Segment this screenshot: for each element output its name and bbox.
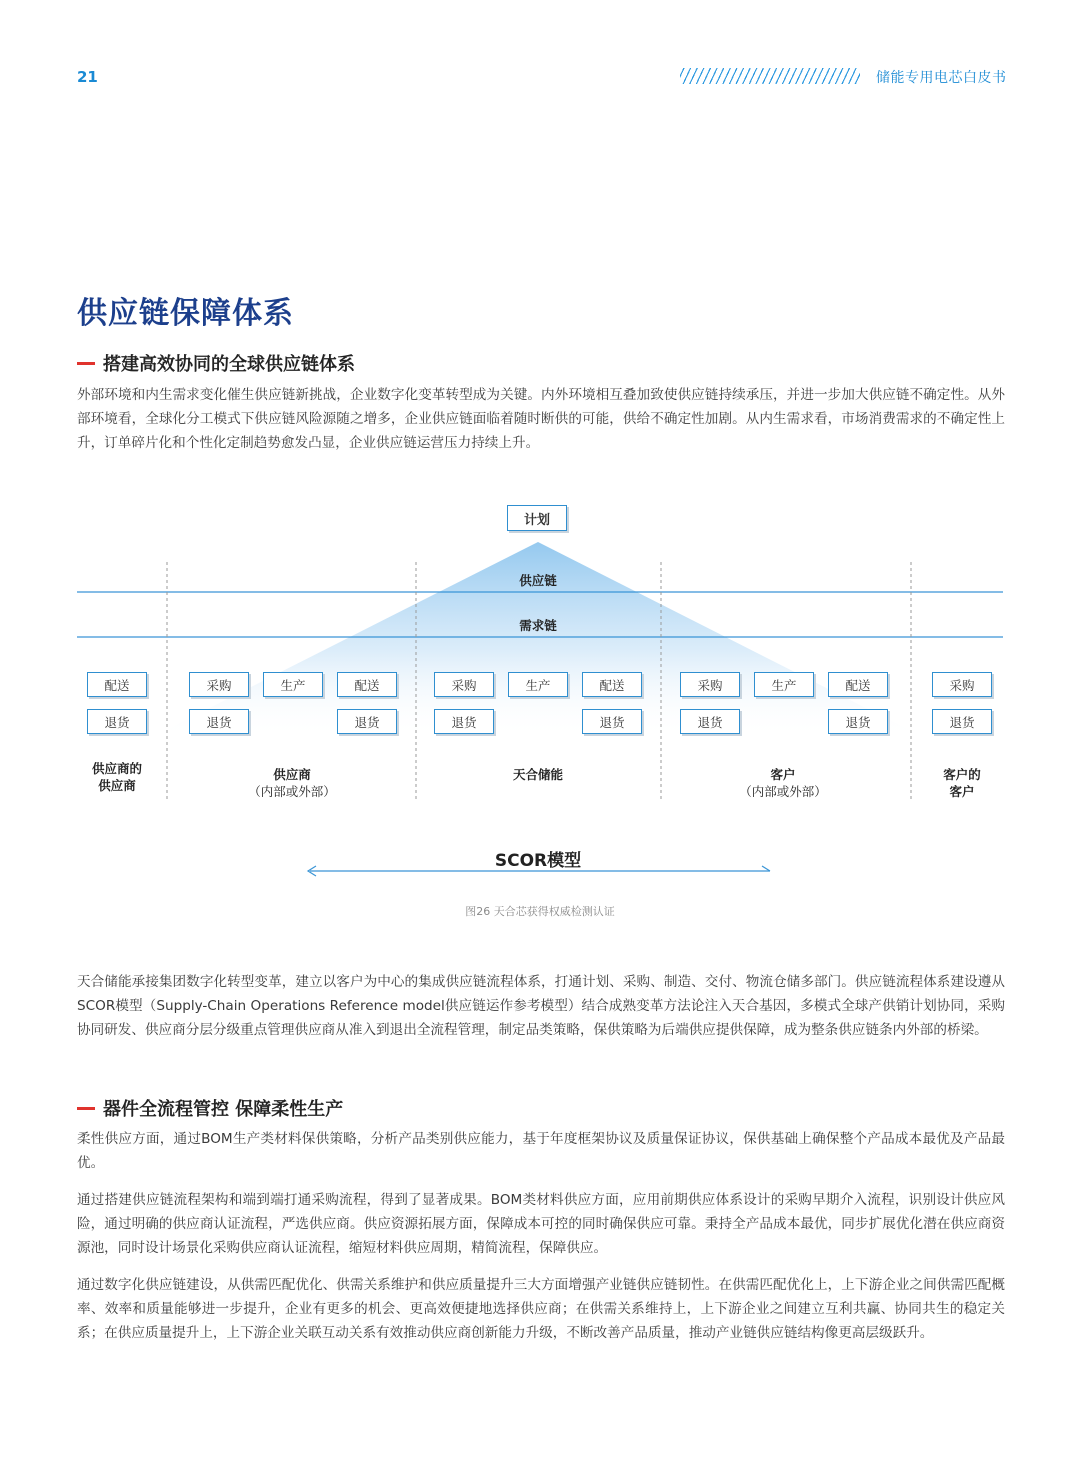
column-name-line2: 供应商 <box>98 778 136 793</box>
paragraph-intro: 外部环境和内生需求变化催生供应链新挑战，企业数字化变革转型成为关键。内外环境相互叠加致使供应链持续承压，并进一步加大供应链不确定性。从外部环境看，全球化分工模式下供应链风险源随之增多，企业供应链面临着随时断供的可能，供给不确定性加剧。从内生需求看，市场消费需求的不确定性上升，订单碎片化和个性化定制趋势愈发凸显，企业供应链运营压力持续上升。 <box>77 387 1005 451</box>
scor-diagram <box>0 490 1080 890</box>
return-box: 退货 <box>680 709 740 734</box>
deliver-box: 配送 <box>337 672 397 697</box>
return-box: 退货 <box>337 709 397 734</box>
document-title: 储能专用电芯白皮书 <box>876 70 1007 86</box>
procure-box: 采购 <box>680 672 740 697</box>
deliver-box: 配送 <box>582 672 642 697</box>
return-box: 退货 <box>582 709 642 734</box>
column-name-line2: 客户 <box>949 784 975 799</box>
plan-box: 计划 <box>507 505 567 531</box>
return-box: 退货 <box>434 709 494 734</box>
deliver-box: 配送 <box>87 672 147 697</box>
column-label-supplier <box>217 766 367 800</box>
paragraph-flexible-supply: 柔性供应方面，通过BOM生产类材料保供策略，分析产品类别供应能力，基于年度框架协议及质量保证协议，保供基础上确保整个产品成本最优及产品最优。 <box>77 1131 1005 1171</box>
supply-chain-label: 供应链 <box>519 573 557 588</box>
column-label-customers-customer <box>912 766 1012 800</box>
return-box: 退货 <box>189 709 249 734</box>
procure-box: 采购 <box>932 672 992 697</box>
column-name: 客户 <box>770 767 796 782</box>
return-box: 退货 <box>932 709 992 734</box>
procure-box: 采购 <box>434 672 494 697</box>
deliver-box: 配送 <box>828 672 888 697</box>
return-box: 退货 <box>828 709 888 734</box>
scor-model-title: SCOR模型 <box>494 851 582 871</box>
subsection-heading-text: 搭建高效协同的全球供应链体系 <box>103 354 355 375</box>
make-box: 生产 <box>263 672 323 697</box>
paragraph-procurement-process: 通过搭建供应链流程架构和端到端打通采购流程，得到了显著成果。BOM类材料供应方面，应用前期供应体系设计的采购早期介入流程，识别设计供应风险，通过明确的供应商认证流程，严选供应商。供应资源拓展方面，保障成本可控的同时确保供应可靠。秉持全产品成本最优，同步扩展优化潜在供应商资源池，同时设计场景化采购供应商认证流程，缩短材料供应周期，精简流程，保障供应。 <box>77 1192 1005 1256</box>
heading-accent-bar <box>77 1107 95 1110</box>
page-number: 21 <box>77 68 98 86</box>
column-label-customer <box>708 766 858 800</box>
figure-caption: 图26 天合芯获得权威检测认证 <box>465 905 615 918</box>
section-title: 供应链保障体系 <box>77 296 294 331</box>
column-subtitle: （内部或外部） <box>248 784 336 799</box>
heading-accent-bar <box>77 362 95 365</box>
column-label-suppliers-supplier <box>67 760 167 794</box>
return-box: 退货 <box>87 709 147 734</box>
subsection-heading-global-supply-chain <box>77 350 355 376</box>
scor-arrow-right-head <box>762 866 770 871</box>
make-box: 生产 <box>754 672 814 697</box>
column-name: 天合储能 <box>512 767 563 782</box>
column-name: 客户的 <box>943 767 981 782</box>
subsection-heading-component-control <box>77 1095 343 1121</box>
paragraph-digital-supply-chain: 通过数字化供应链建设，从供需匹配优化、供需关系维护和供应质量提升三大方面增强产业链供应链韧性。在供需匹配优化上，上下游企业之间供需匹配概率、效率和质量能够进一步提升，企业有更多的机会、更高效便捷地选择供应商；在供需关系维持上，上下游企业之间建立互利共赢、协同共生的稳定关系；在供应质量提升上，上下游企业关联互动关系有效推动供应商创新能力升级，不断改善产品质量，推动产业链供应链结构像更高层级跃升。 <box>77 1277 1005 1341</box>
procure-box: 采购 <box>189 672 249 697</box>
column-name: 供应商 <box>273 767 311 782</box>
header-hatch-decoration <box>680 68 860 84</box>
column-subtitle: （内部或外部） <box>739 784 827 799</box>
subsection-heading-text: 器件全流程管控 保障柔性生产 <box>103 1099 344 1120</box>
paragraph-scor: 天合储能承接集团数字化转型变革，建立以客户为中心的集成供应链流程体系，打通计划、采购、制造、交付、物流仓储多部门。供应链流程体系建设遵从SCOR模型（Supply-Chain Operations Reference model供应链运作参考模型）结合成熟变革方法论注入天合基因，多模式全球产供销计划协同，采购协同研发、供应商分层分级重点管理供应商从准入到退出全流程管理，制定品类策略，保供策略为后端供应提供保障，成为整条供应链条内外部的桥梁。 <box>77 974 1005 1038</box>
column-label-trina-storage <box>478 766 598 783</box>
demand-chain-label: 需求链 <box>519 618 557 633</box>
column-name: 供应商的 <box>91 761 142 776</box>
make-box: 生产 <box>508 672 568 697</box>
